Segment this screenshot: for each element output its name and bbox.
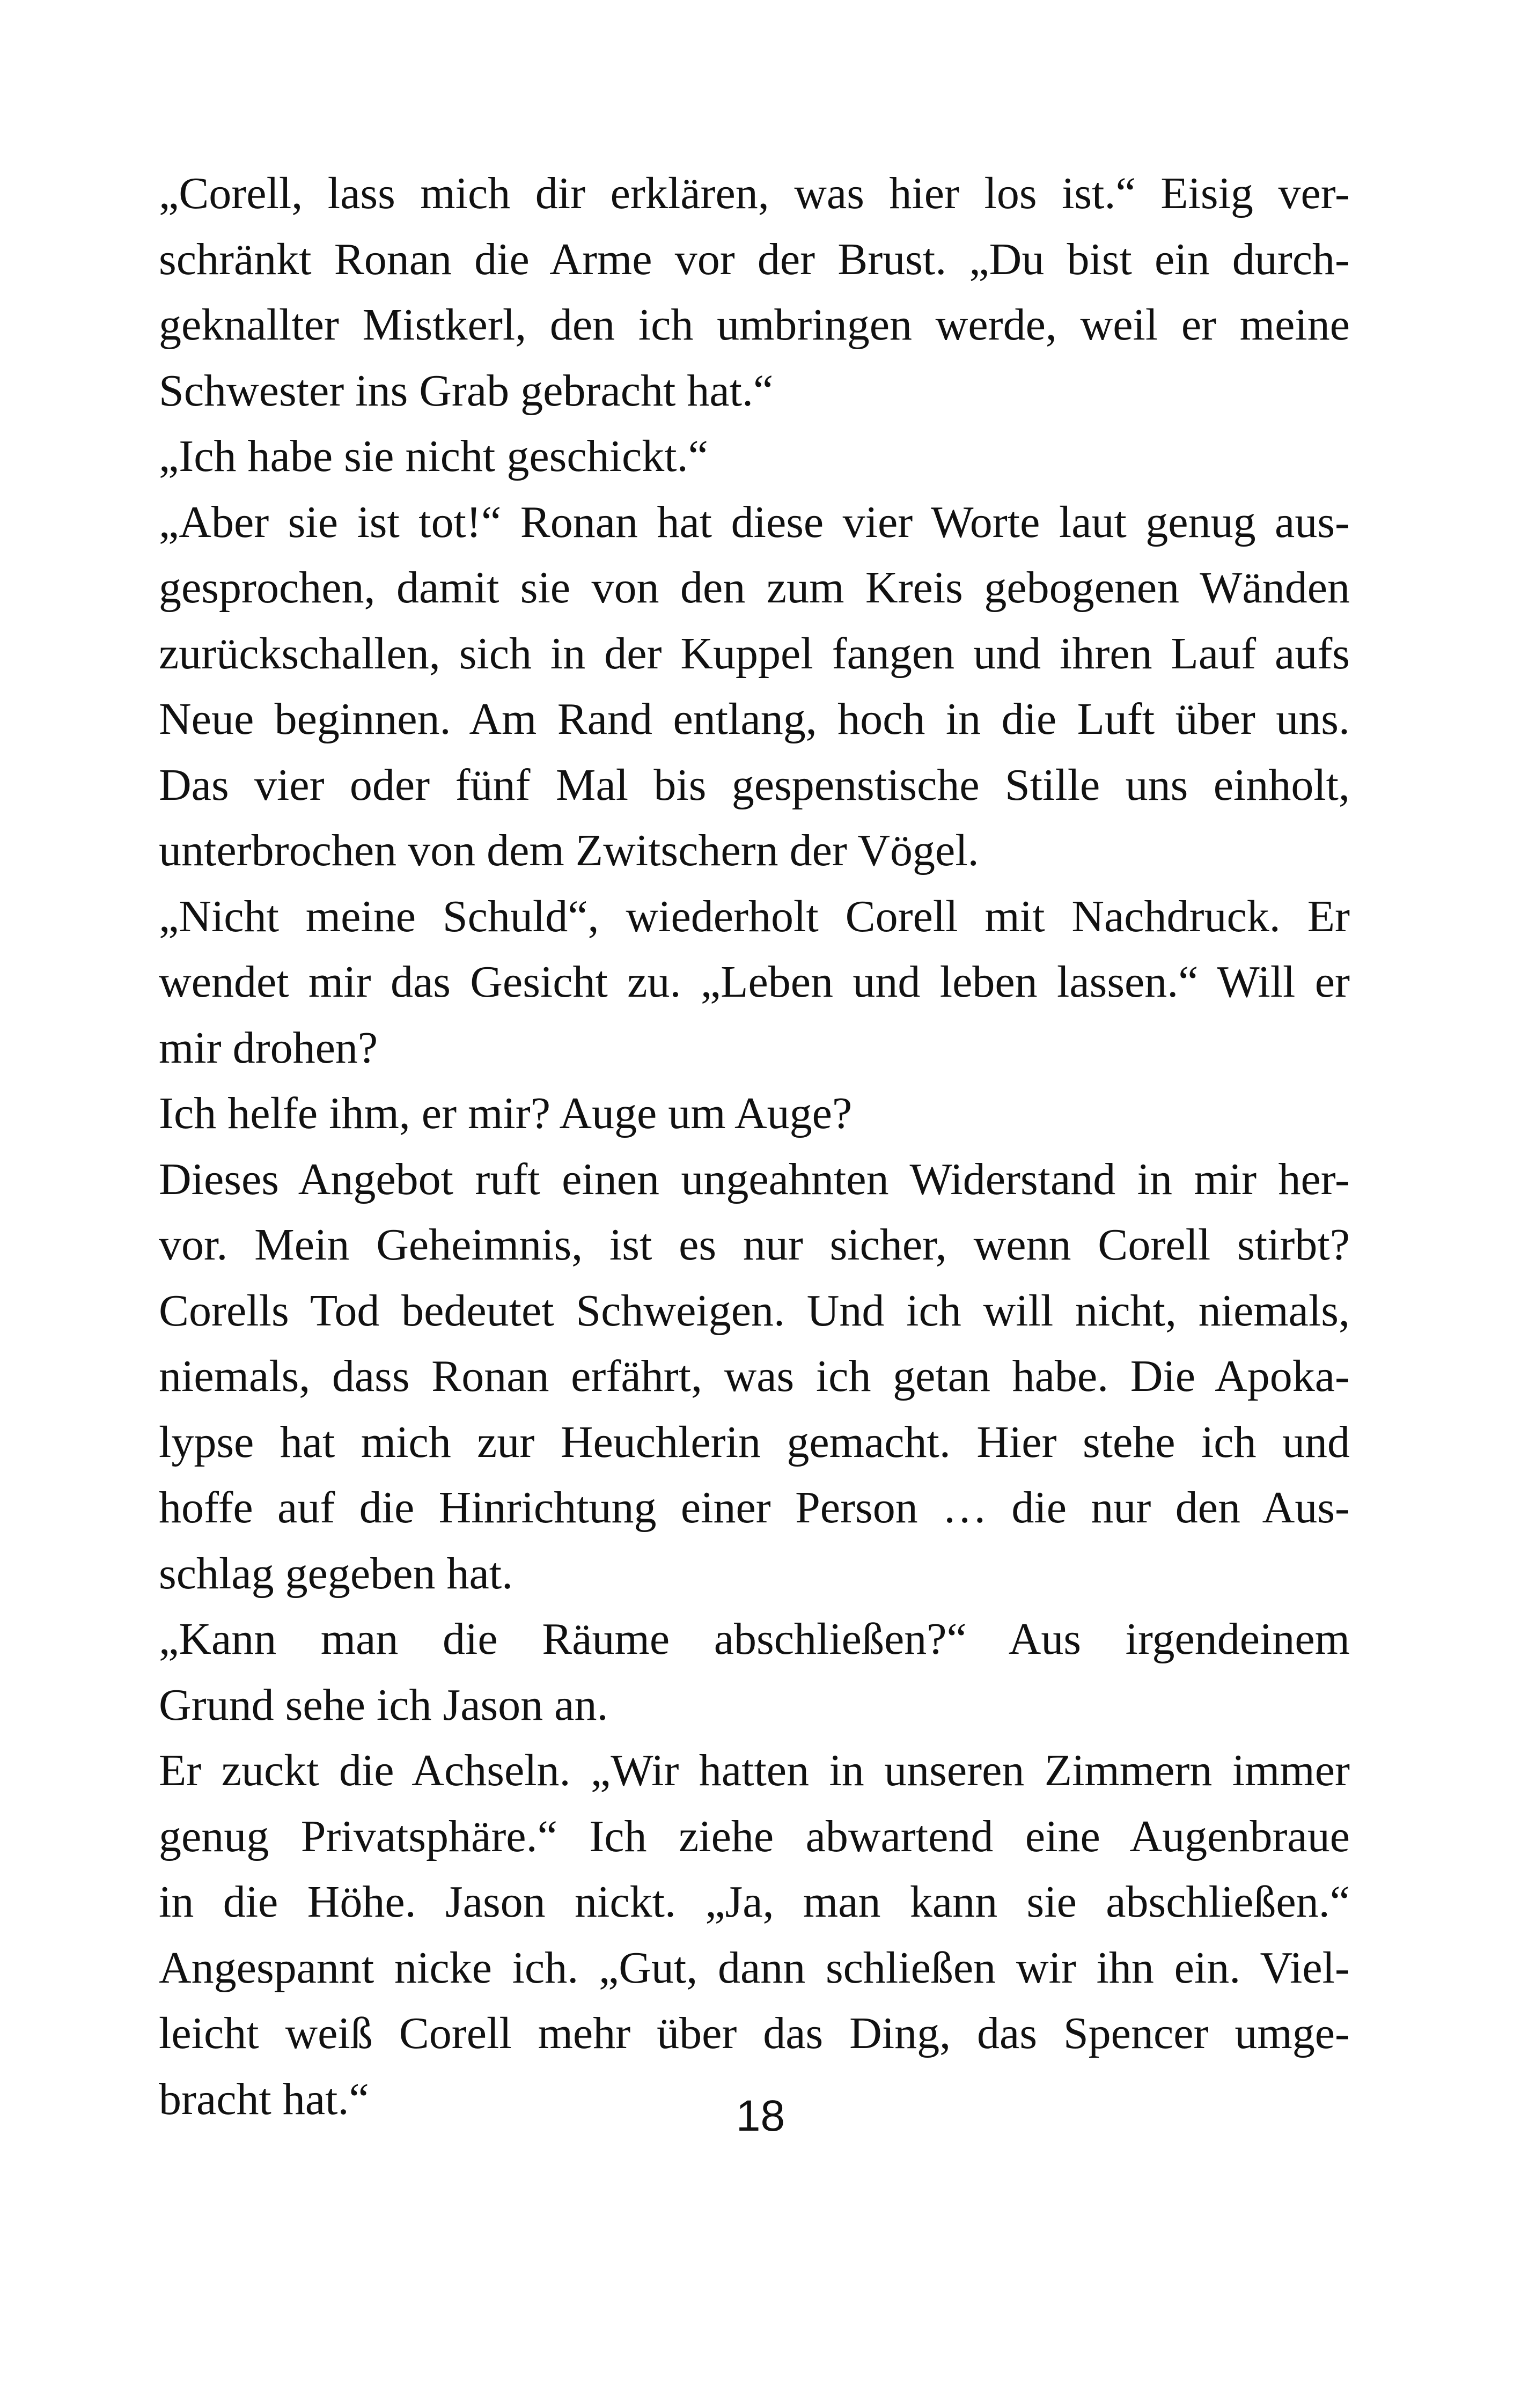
text-line: „Corell, lass mich dir erklären, was hier los ist.“ Eisig ver- <box>159 168 1350 218</box>
text-line: „Nicht meine Schuld“, wiederholt Corell mit Nachdruck. Er <box>159 891 1350 941</box>
text-line: Dieses Angebot ruft einen ungeahnten Widerstand in mir her- <box>159 1154 1350 1204</box>
text-line: Er zuckt die Achseln. „Wir hatten in unseren Zimmern immer <box>159 1746 1350 1795</box>
text-line: bracht hat.“ <box>159 2074 369 2124</box>
text-line: Grund sehe ich Jason an. <box>159 1680 608 1730</box>
text-line: schlag gegeben hat. <box>159 1548 513 1599</box>
text-line: Corells Tod bedeutet Schweigen. Und ich will nicht, niemals, <box>159 1285 1350 1336</box>
text-line: mir drohen? <box>159 1022 378 1073</box>
text-line: Angespannt nicke ich. „Gut, dann schließen wir ihn ein. Viel- <box>159 1942 1350 1993</box>
text-line: „Kann man die Räume abschließen?“ Aus irgendeinem <box>159 1614 1350 1664</box>
text-line: „Ich habe sie nicht geschickt.“ <box>159 431 708 481</box>
text-line: geknallter Mistkerl, den ich umbringen werde, weil er meine <box>159 300 1350 350</box>
text-line: „Aber sie ist tot!“ Ronan hat diese vier Worte laut genug aus- <box>159 497 1350 547</box>
text-line: genug Privatsphäre.“ Ich ziehe abwartend eine Augenbraue <box>159 1811 1350 1861</box>
text-line: Ich helfe ihm, er mir? Auge um Auge? <box>159 1088 853 1138</box>
text-line: Neue beginnen. Am Rand entlang, hoch in die Luft über uns. <box>159 694 1350 744</box>
text-line: Schwester ins Grab gebracht hat.“ <box>159 365 774 416</box>
text-line: niemals, dass Ronan erfährt, was ich getan habe. Die Apoka- <box>159 1351 1350 1401</box>
page-number: 18 <box>736 2092 785 2140</box>
text-line: unterbrochen von dem Zwitschern der Vögel. <box>159 826 979 875</box>
text-line: gesprochen, damit sie von den zum Kreis gebogenen Wänden <box>159 563 1350 613</box>
text-line: Das vier oder fünf Mal bis gespenstische Stille uns einholt, <box>159 760 1350 810</box>
text-line: hoffe auf die Hinrichtung einer Person … die nur den Aus- <box>159 1483 1350 1533</box>
text-line: leicht weiß Corell mehr über das Ding, das Spencer umge- <box>159 2008 1350 2058</box>
text-line: wendet mir das Gesicht zu. „Leben und leben lassen.“ Will er <box>159 957 1350 1007</box>
text-line: schränkt Ronan die Arme vor der Brust. „Du bist ein durch- <box>159 234 1350 284</box>
text-line: vor. Mein Geheimnis, ist es nur sicher, wenn Corell stirbt? <box>159 1220 1350 1270</box>
text-line: in die Höhe. Jason nickt. „Ja, man kann sie abschließen.“ <box>159 1877 1350 1927</box>
body-text <box>159 161 1350 2132</box>
text-line: zurückschallen, sich in der Kuppel fangen und ihren Lauf aufs <box>159 628 1350 679</box>
text-line: lypse hat mich zur Heuchlerin gemacht. Hier stehe ich und <box>159 1417 1350 1467</box>
